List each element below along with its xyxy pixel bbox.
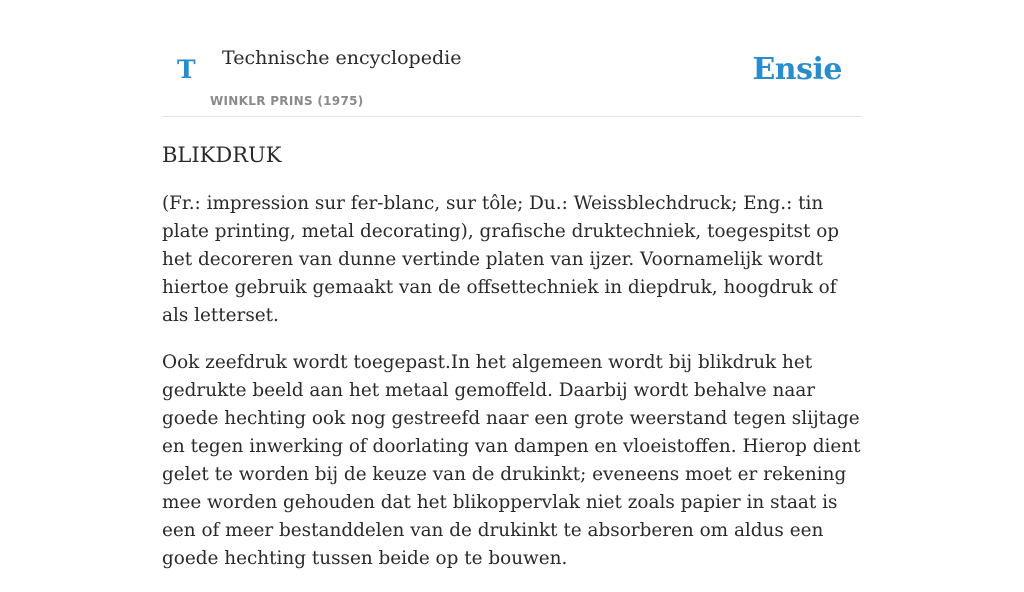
header bbox=[162, 0, 862, 117]
brand-logo[interactable]: Ensie bbox=[752, 52, 842, 87]
book-source: WINKLR PRINS (1975) bbox=[210, 94, 364, 108]
article-paragraph: Ook zeefdruk wordt toegepast.In het algemeen wordt bij blikdruk het gedrukte beeld aan het metaal gemoffeld. Daarbij wordt behalve naar goede hechting ook nog gestreefd naar een grote weerstand tegen slijtage en tegen inwerking of doorlating van dampen en vloeistoffen. Hierop dient gelet te worden bij de keuze van de drukinkt; eveneens moet er rekening mee worden gehouden dat het blikoppervlak niet zoals papier in staat is een of meer bestanddelen van de drukinkt te absorberen om aldus een goede hechting tussen beide op te bouwen. bbox=[162, 352, 861, 569]
book-title[interactable]: Technische encyclopedie bbox=[222, 47, 462, 69]
book-logo[interactable]: T bbox=[177, 55, 196, 84]
article-paragraph: (Fr.: impression sur fer-blanc, sur tôle; Du.: Weissblechdruck; Eng.: tin plate printing, metal decorating), grafische druktechniek, toegespitst op het decoreren van dunne vertinde platen van ijzer. Voornamelijk wordt hiertoe gebruik gemaakt van de offsettechniek in diepdruk, hoogdruk of als letterset. bbox=[162, 193, 840, 326]
article bbox=[162, 140, 862, 592]
article-title: BLIKDRUK bbox=[162, 143, 282, 167]
